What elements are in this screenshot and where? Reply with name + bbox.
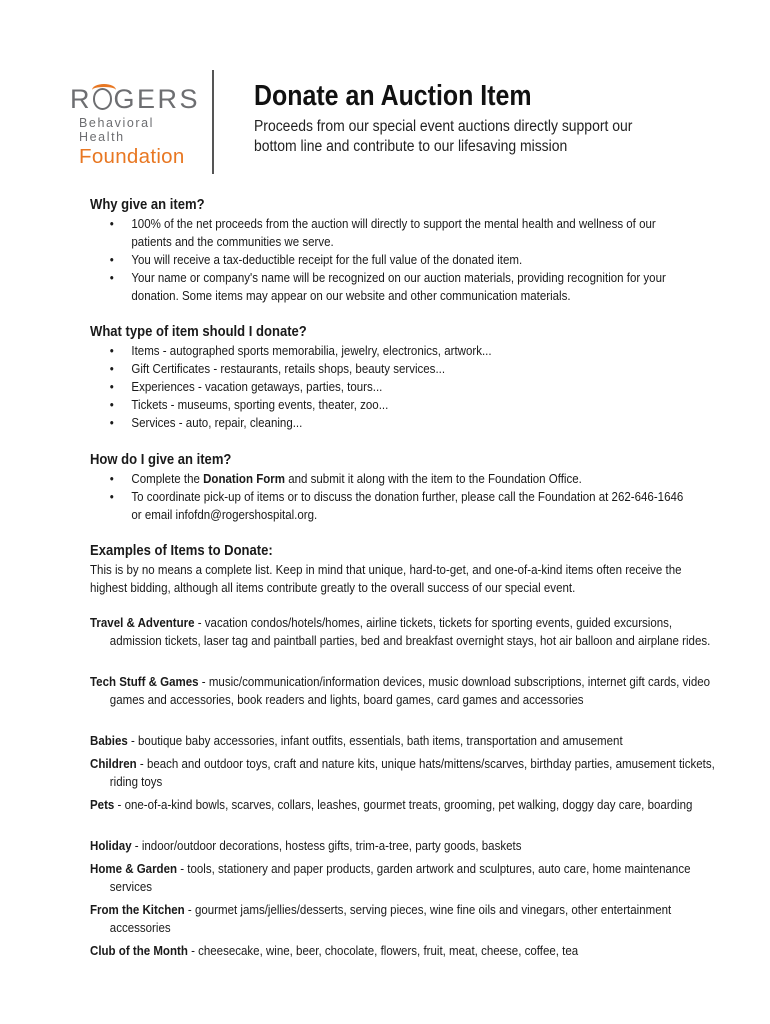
foundation-logo xyxy=(70,84,200,169)
logo-foundation: Foundation xyxy=(79,145,185,168)
header-divider xyxy=(212,70,214,174)
category-item: Children - beach and outdoor toys, craft and nature kits, unique hats/mittens/scarves, birthday parties, amusement tickets, riding toys xyxy=(90,756,715,789)
category-item: Travel & Adventure - vacation condos/hotels/homes, airline tickets, tickets for sporting events, guided excursions, admission tickets, laser tag and paintball parties, bed and breakfast overnight stays, hot air balloon and airplane rides. xyxy=(90,615,711,648)
list-item: • To coordinate pick-up of items or to discuss the donation further, please call the Foundation at 262-646-1646 or email infofdn@rogershospital.org. xyxy=(90,488,684,524)
category-item: From the Kitchen - gourmet jams/jellies/desserts, serving pieces, wine fine oils and vinegars, other entertainment accessories xyxy=(90,902,672,935)
list-item: • Complete the Donation Form and submit it along with the item to the Foundation Office. xyxy=(90,470,684,488)
examples-heading: Examples of Items to Donate: xyxy=(90,543,273,559)
category-item: Pets - one-of-a-kind bowls, scarves, collars, leashes, gourmet treats, grooming, pet walking, doggy day care, boarding xyxy=(90,797,693,812)
examples-intro: This is by no means a complete list. Keep in mind that unique, hard-to-get, and one-of-a-kind items often receive the highest bidding, although all items contribute greatly to the overall success of our special event. xyxy=(90,562,682,595)
what-heading: What type of item should I donate? xyxy=(90,324,307,340)
logo-wordmark: R GERS xyxy=(70,84,200,114)
list-item: • Your name or company's name will be recognized on our auction materials, providing recognition for your donation. Some items may appear on our website and other communication materials. xyxy=(90,269,684,305)
why-list xyxy=(90,215,750,305)
what-list xyxy=(90,342,750,432)
list-item: • Items - autographed sports memorabilia, jewelry, electronics, artwork... xyxy=(90,342,684,360)
logo-subline: Behavioral Health xyxy=(79,116,155,144)
category-item: Club of the Month - cheesecake, wine, beer, chocolate, flowers, fruit, meat, cheese, coffee, tea xyxy=(90,943,579,958)
list-item: • 100% of the net proceeds from the auction will directly to support the mental health and wellness of our patients and the communities we serve. xyxy=(90,215,684,251)
list-item: • Gift Certificates - restaurants, retails shops, beauty services... xyxy=(90,360,684,378)
list-item: • You will receive a tax-deductible receipt for the full value of the donated item. xyxy=(90,251,684,269)
category-item: Tech Stuff & Games - music/communication/information devices, music download subscriptions, internet gift cards, video games and accessories, book readers and lights, board games, card games and accessories xyxy=(90,674,711,707)
list-item: • Experiences - vacation getaways, parties, tours... xyxy=(90,378,684,396)
how-list xyxy=(90,470,750,524)
list-item: • Services - auto, repair, cleaning... xyxy=(90,414,684,432)
category-item: Holiday - indoor/outdoor decorations, hostess gifts, trim-a-tree, party goods, baskets xyxy=(90,838,522,853)
donation-form-link[interactable]: Donation Form xyxy=(203,471,286,486)
logo-o-arc-icon xyxy=(93,88,112,110)
category-item: Babies - boutique baby accessories, infant outfits, essentials, bath items, transportation and amusement xyxy=(90,733,623,748)
how-heading: How do I give an item? xyxy=(90,452,232,468)
page-title: Donate an Auction Item xyxy=(254,80,532,112)
category-item: Home & Garden - tools, stationery and paper products, garden artwork and sculptures, auto care, home maintenance services xyxy=(90,861,691,894)
why-heading: Why give an item? xyxy=(90,197,205,213)
list-item: • Tickets - museums, sporting events, theater, zoo... xyxy=(90,396,684,414)
page-subtitle: Proceeds from our special event auctions directly support our bottom line and contribute to our lifesaving mission xyxy=(254,118,633,155)
